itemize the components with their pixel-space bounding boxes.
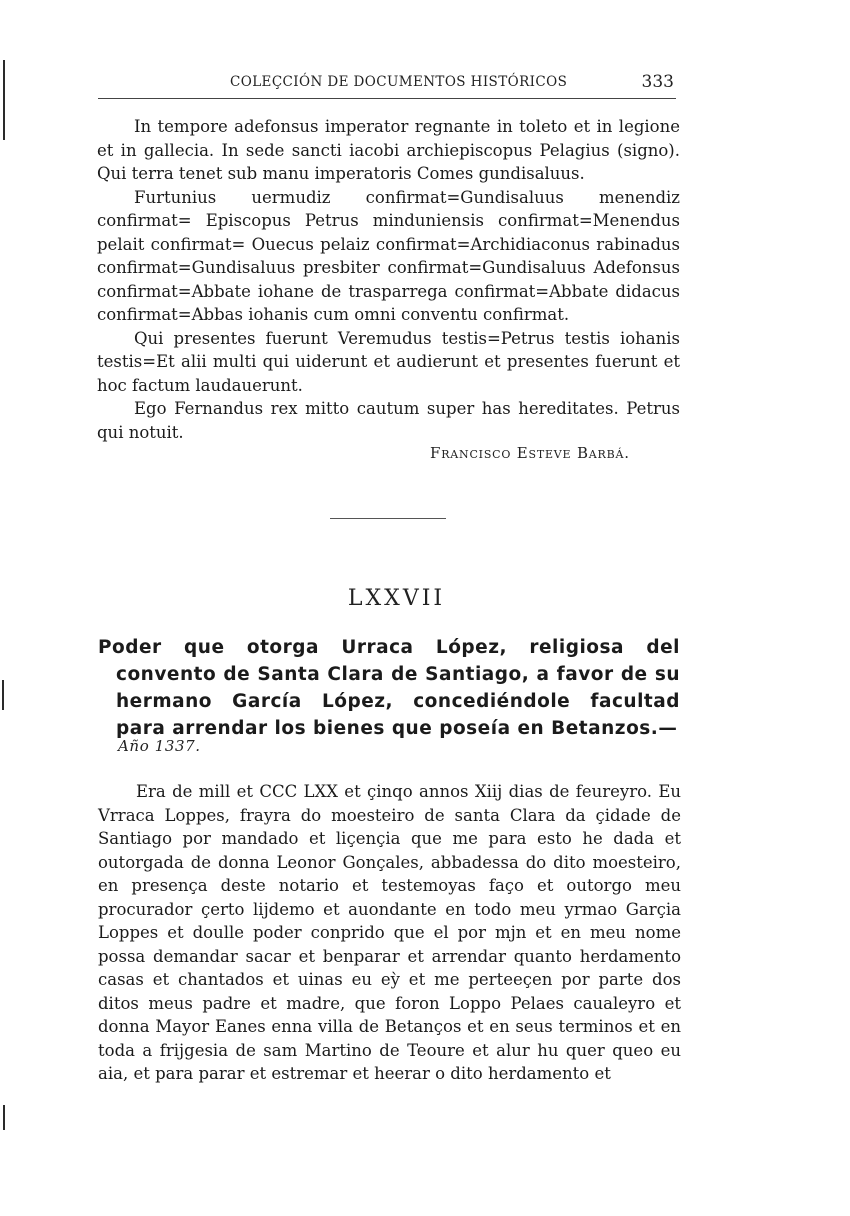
paragraph: Furtunius uermudiz confirmat=Gundisaluus menendiz confirmat= Episcopus Petrus minduniensis confirmat=Menendus pelait confirmat= Ouecus pelaiz confirmat=Archidiaconus rabinadus confirmat=Gundisaluus presbiter confirmat=Gundisaluus Adefonsus confirmat=Abbate iohane de trasparrega confirmat=Abbate didacus confirmat=Abbas iohanis cum omni conventu confirmat. [97,187,680,324]
page-number: 333 [641,72,674,92]
document-body: Era de mill et CCC LXX et çinqo annos Xiij dias de feureyro. Eu Vrraca Loppes, frayra do moesteiro de santa Clara da çidade de Santiago por mandado et liçençia que me para esto he dada et outorgada de donna Leonor Gonçales, abbadessa do dito moesteiro, en presença deste notario et testemoyas faço et outorgo meu procurador çerto lijdemo et auondante en todo meu yrmao Garçia Loppes et doulle poder conprido que el por mjn et en meu nome possa demandar sacar et benparar et arrendar quanto herdamento casas et chantados et uinas eu eỳ et me perteeçen por parte dos ditos meus padre et madre, que foron Loppo Pelaes caualeyro et donna Mayor Eanes enna villa de Betanços et en seus terminos et en toda a frijgesia de sam Martino de Teoure et alur hu quer queo eu aia, et para parar et estremar et heerar o dito herdamento et [98,782,681,1083]
running-head [98,72,678,98]
binding-edge-mark [3,1105,5,1130]
document-number: LXXVII [347,586,446,611]
binding-edge-mark [2,680,4,710]
section-divider [330,518,446,519]
previous-document-text [97,115,680,444]
binding-edge-mark [3,60,5,140]
paragraph: Ego Fernandus rex mitto cautum super has hereditates. Petrus qui notuit. [97,399,680,442]
paragraph: Qui presentes fuerunt Veremudus testis=Petrus testis iohanis testis=Et alii multi qui uiderunt et audierunt et presentes fuerunt et hoc factum laudauerunt. [97,328,680,395]
running-title: COLEÇCIÓN DE DOCUMENTOS HISTÓRICOS [230,74,568,90]
paragraph: In tempore adefonsus imperator regnante in toleto et in legione et in gallecia. In sede sancti iacobi archiepiscopus Pelagius (signo). Qui terra tenet sub manu imperatoris Comes gundisaluus. [97,117,680,183]
header-rule [98,98,676,99]
document-year: Año 1337. [118,737,201,755]
document-heading: Poder que otorga Urraca López, religiosa del convento de Santa Clara de Santiago, a favor de su hermano García López, concediéndole facultad para arrendar los bienes que poseía en Betanzos.— [98,637,680,739]
author-signature: Francisco Esteve Barbá. [430,444,630,462]
